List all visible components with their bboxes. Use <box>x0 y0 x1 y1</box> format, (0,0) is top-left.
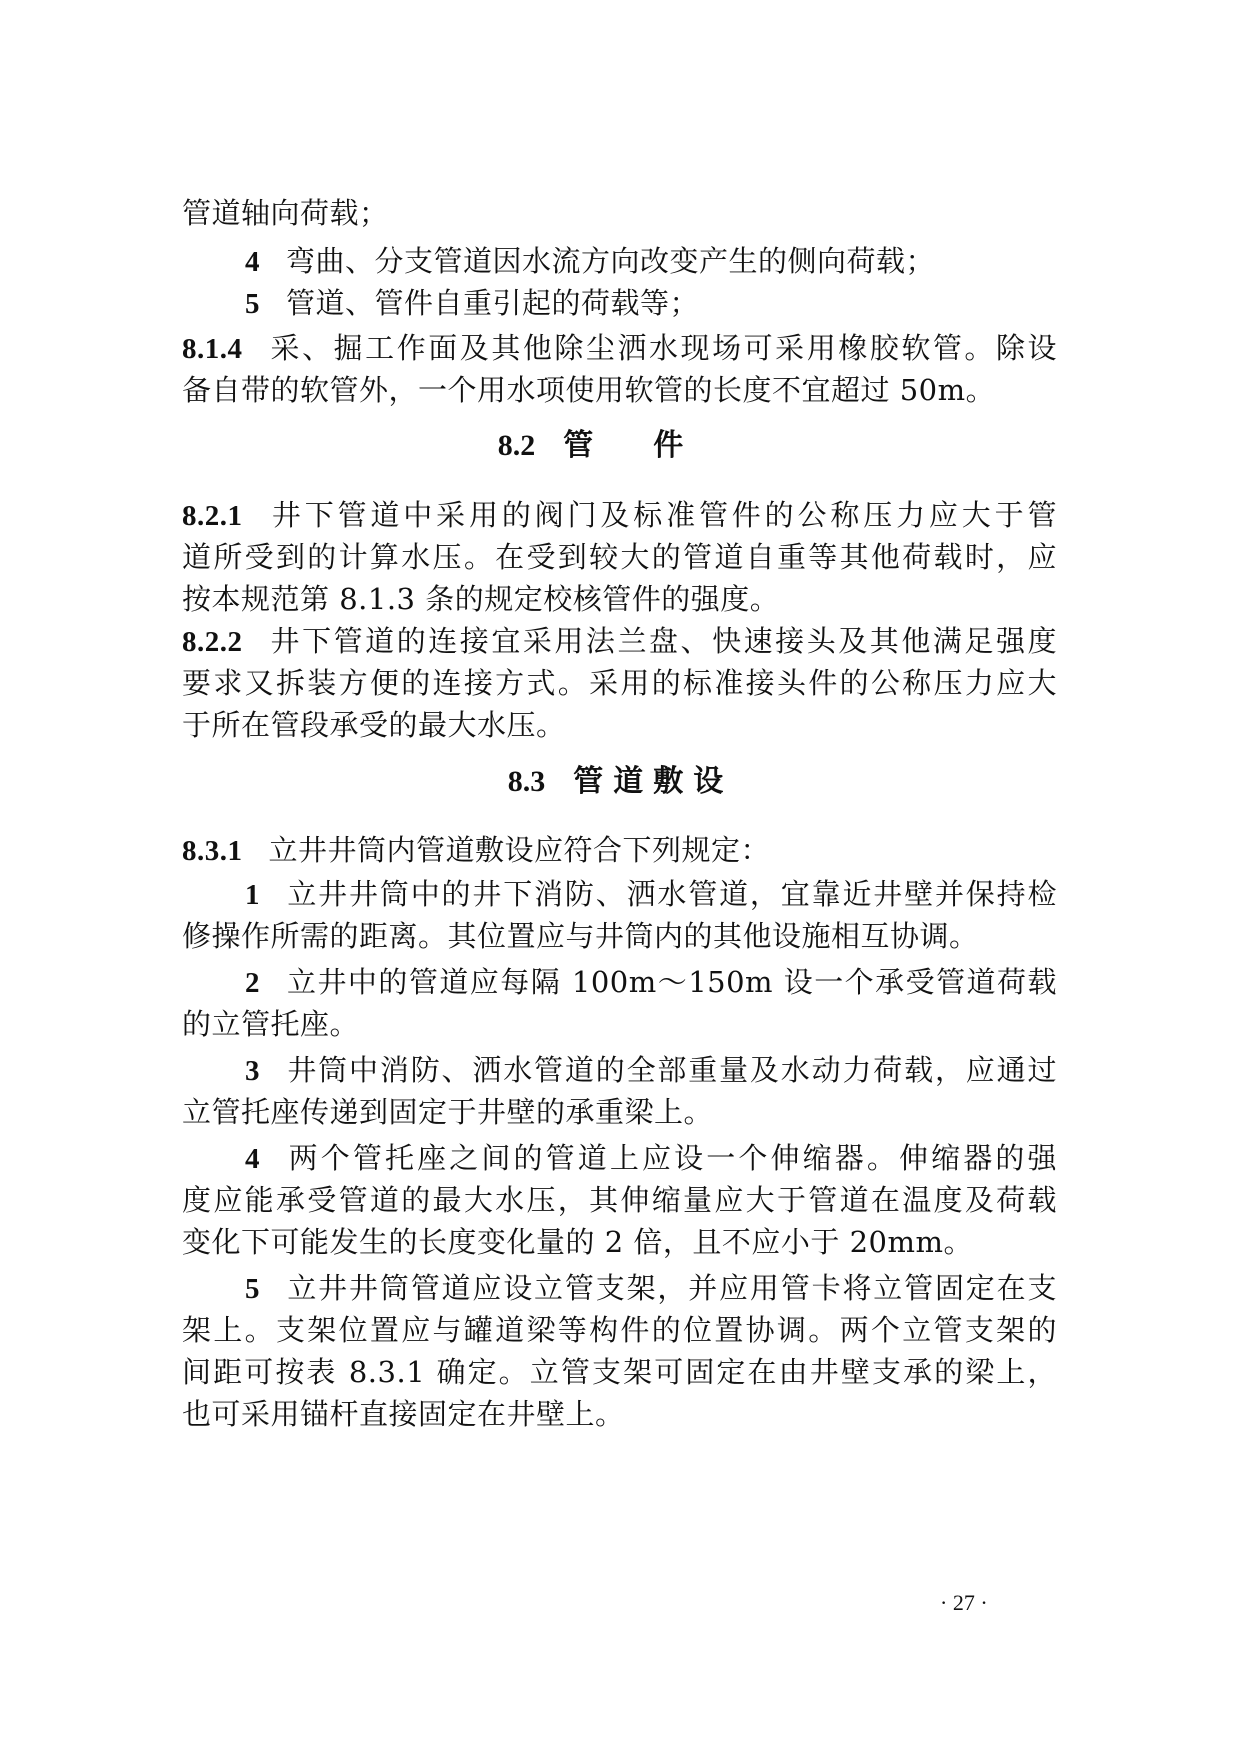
text-line: 备自带的软管外，一个用水项使用软管的长度不宜超过 50m。 <box>182 373 996 407</box>
text-line: 的立管托座。 <box>182 1007 360 1041</box>
clause-8-2-1: 8.2.1 井下管道中采用的阀门及标准管件的公称压力应大于管 <box>182 498 1057 532</box>
text-line: 度应能承受管道的最大水压，其伸缩量应大于管道在温度及荷载 <box>182 1183 1057 1217</box>
list-item: 4 弯曲、分支管道因水流方向改变产生的侧向荷载； <box>245 244 936 278</box>
text-line: 间距可按表 8.3.1 确定。立管支架可固定在由井壁支承的梁上， <box>182 1355 1057 1389</box>
clause-8-3-1: 8.3.1 立井井筒内管道敷设应符合下列规定： <box>182 833 771 867</box>
clause-8-1-4: 8.1.4 采、掘工作面及其他除尘洒水现场可采用橡胶软管。除设 <box>182 331 1057 365</box>
list-item: 4 两个管托座之间的管道上应设一个伸缩器。伸缩器的强 <box>245 1141 1057 1175</box>
text-line: 变化下可能发生的长度变化量的 2 倍，且不应小于 20mm。 <box>182 1225 974 1259</box>
list-item: 1 立井井筒中的井下消防、洒水管道，宜靠近井壁并保持检 <box>245 877 1057 911</box>
list-item: 5 管道、管件自重引起的荷载等； <box>245 286 700 320</box>
text-line: 管道轴向荷载； <box>182 196 389 230</box>
text-line: 道所受到的计算水压。在受到较大的管道自重等其他荷载时，应 <box>182 540 1057 574</box>
text-line: 立管托座传递到固定于井壁的承重梁上。 <box>182 1095 714 1129</box>
text-line: 也可采用锚杆直接固定在井壁上。 <box>182 1397 625 1431</box>
clause-8-2-2: 8.2.2 井下管道的连接宜采用法兰盘、快速接头及其他满足强度 <box>182 624 1057 658</box>
list-item: 5 立井井筒管道应设立管支架，并应用管卡将立管固定在支 <box>245 1271 1057 1305</box>
section-heading-8-2: 8.2 管件 <box>497 428 744 463</box>
text-line: 于所在管段承受的最大水压。 <box>182 708 566 742</box>
list-item: 2 立井中的管道应每隔 100m～150m 设一个承受管道荷载 <box>245 965 1057 999</box>
text-line: 按本规范第 8.1.3 条的规定校核管件的强度。 <box>182 582 780 616</box>
page-number: · 27 · <box>940 1590 988 1615</box>
text-line: 修操作所需的距离。其位置应与井筒内的其他设施相互协调。 <box>182 919 979 953</box>
text-line: 要求又拆装方便的连接方式。采用的标准接头件的公称压力应大 <box>182 666 1057 700</box>
text-line: 架上。支架位置应与罐道梁等构件的位置协调。两个立管支架的 <box>182 1313 1057 1347</box>
section-heading-8-3: 8.3 管道敷设 <box>507 764 734 799</box>
list-item: 3 井筒中消防、洒水管道的全部重量及水动力荷载，应通过 <box>245 1053 1057 1087</box>
